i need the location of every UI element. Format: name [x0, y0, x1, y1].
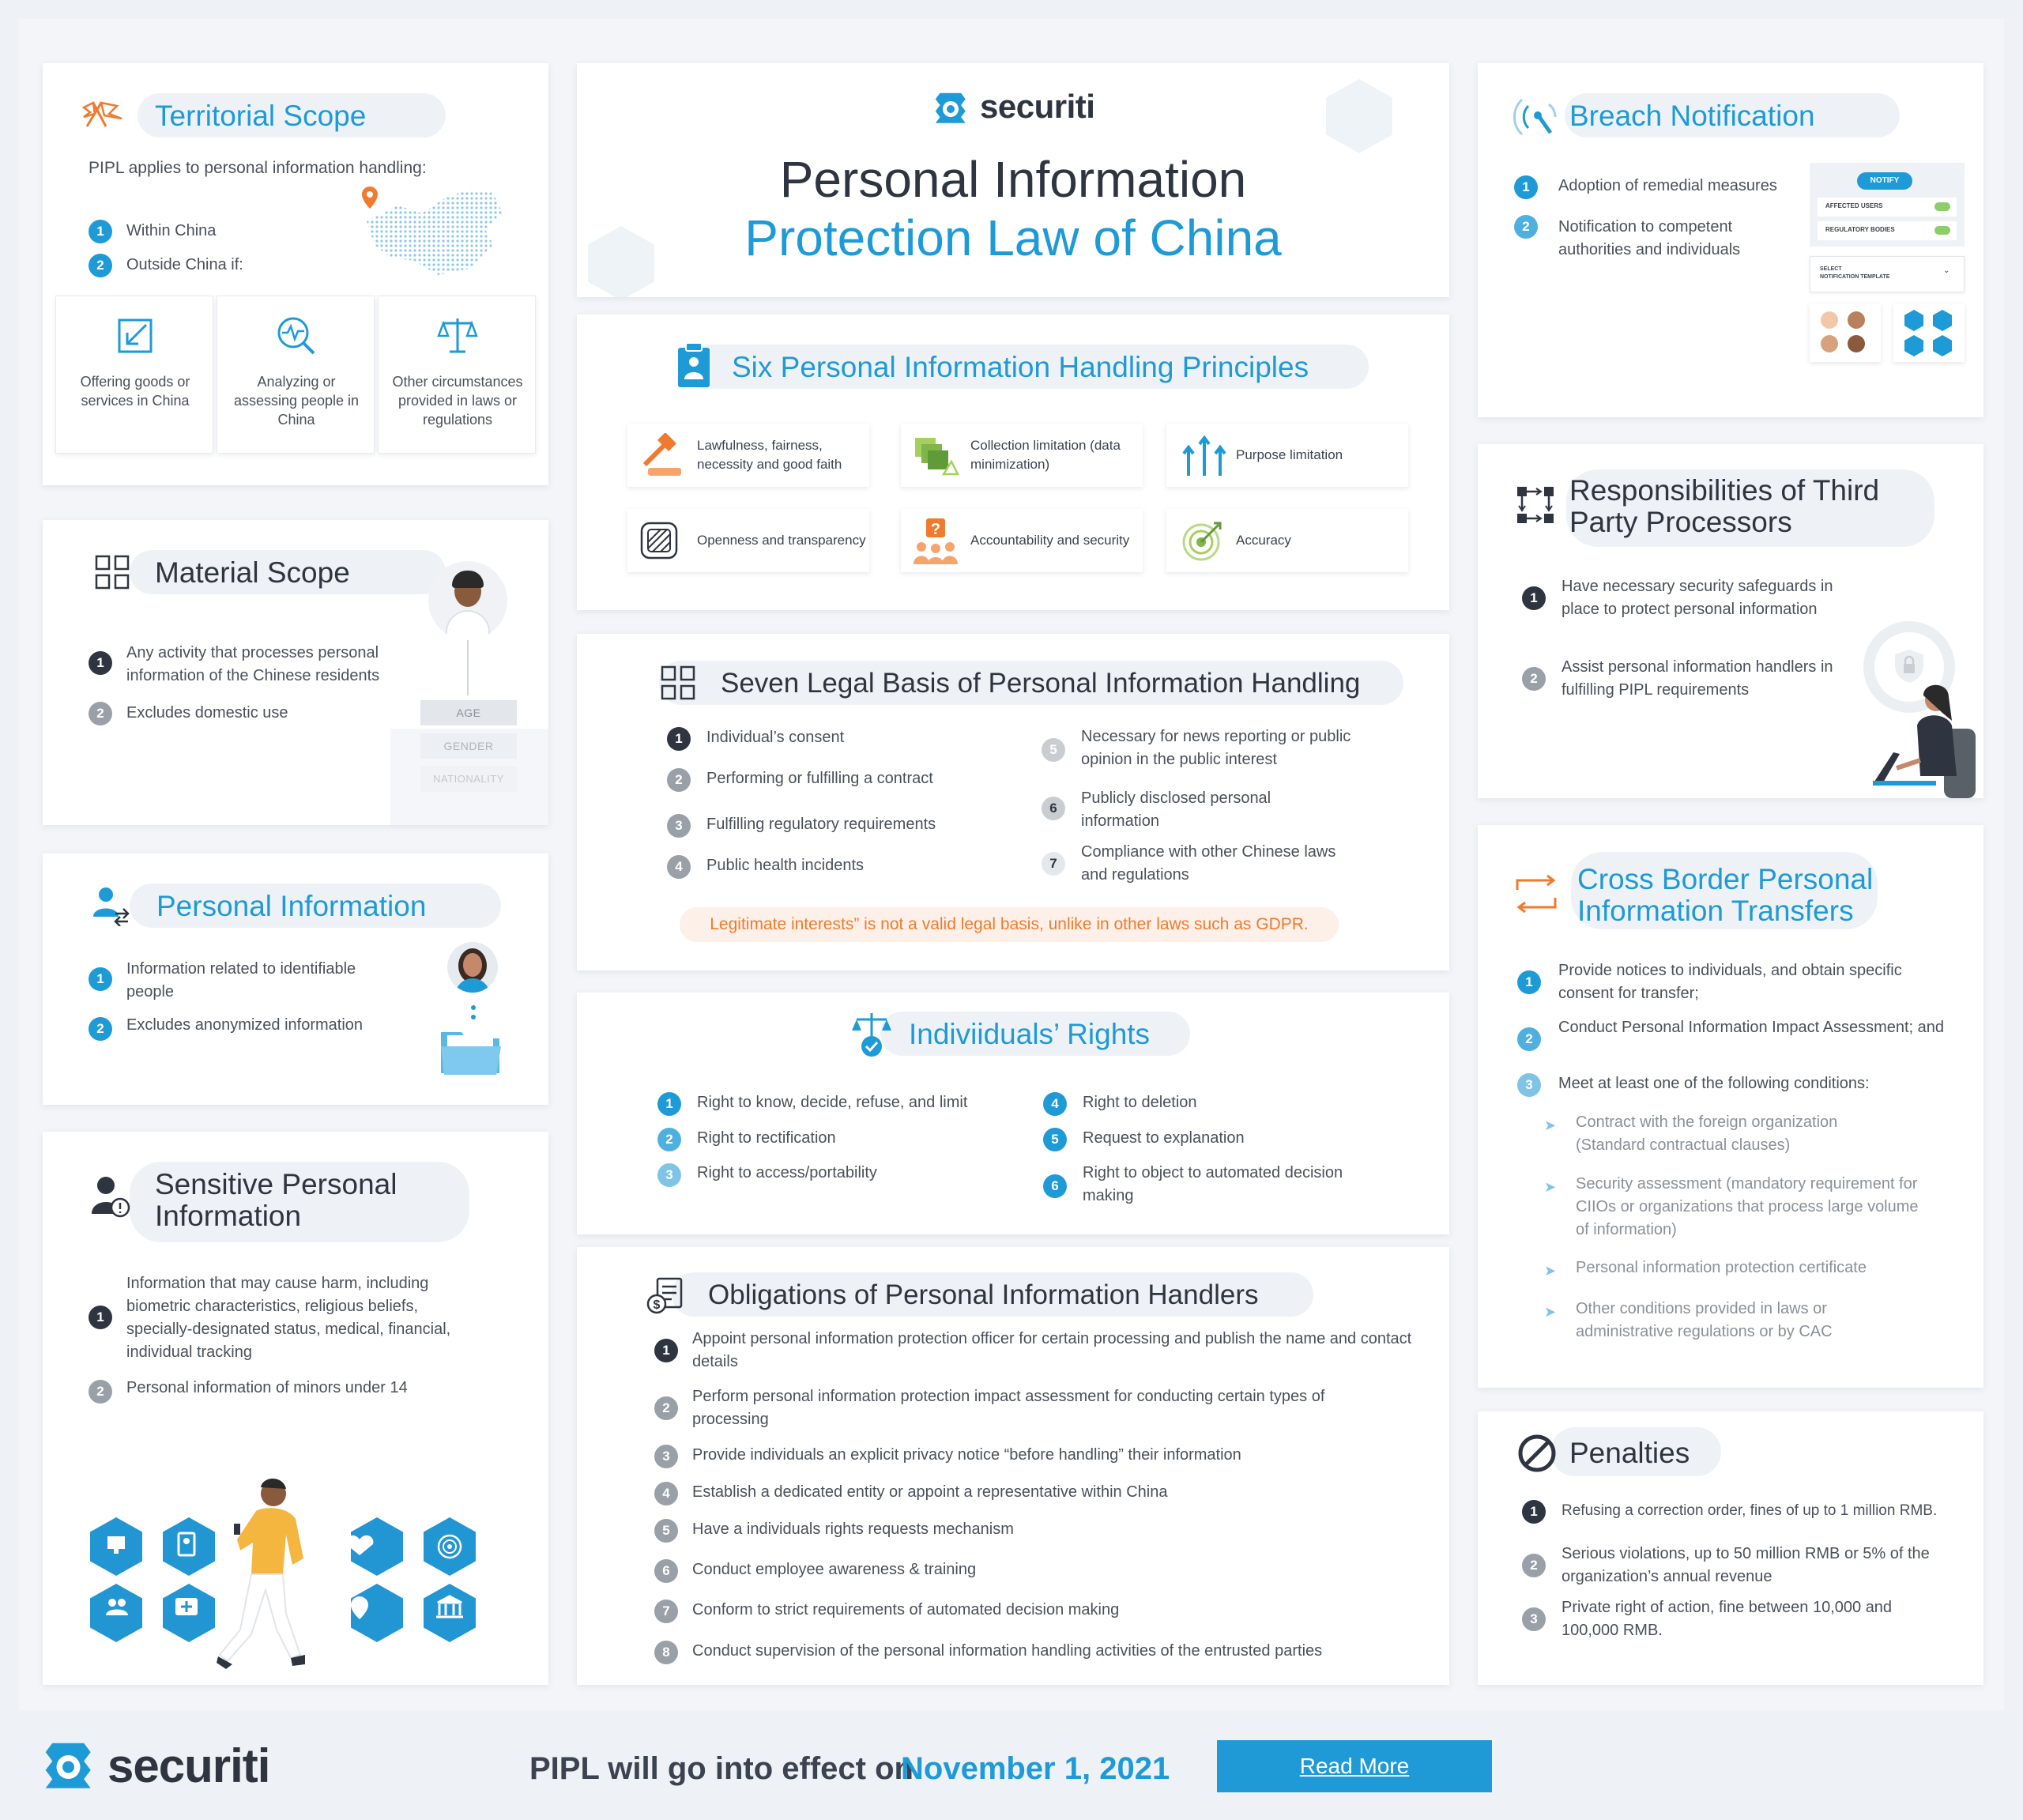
obligation-8: Conduct supervision of the personal information handling activities of the entrusted parties	[692, 1642, 1323, 1660]
legal-right-6: Publicly disclosed personal information	[1081, 789, 1271, 830]
flags-icon	[82, 98, 138, 133]
folder-icon	[439, 1026, 503, 1076]
penalty-3: Private right of action, fine between 10,000 and 100,000 RMB.	[1562, 1599, 1893, 1639]
obligation-1: Appoint personal information protection officer for certain processing and publish the name and contact details	[692, 1330, 1412, 1370]
regulator-icons-panel	[1893, 303, 1965, 362]
territorial-item-1: Within China	[126, 222, 217, 239]
chevron-right-icon: ➤	[1544, 1117, 1557, 1133]
chevron-right-icon: ➤	[1544, 1263, 1557, 1279]
territorial-box-3: Other circumstances provided in laws or regulations	[378, 296, 536, 454]
arrows-up-icon	[1182, 433, 1226, 479]
target-icon	[1181, 518, 1225, 563]
cross-condition-4: Other conditions provided in laws or administrative regulations or by CAC	[1576, 1300, 1833, 1340]
rights-left-3: Right to access/portability	[697, 1164, 877, 1181]
penalty-1: Refusing a correction order, fines of up to 1 million RMB.	[1562, 1502, 1938, 1519]
sensitive-item-2: Personal information of minors under 14	[126, 1379, 408, 1396]
prohibited-icon	[1517, 1434, 1557, 1473]
hero-card	[577, 63, 1449, 297]
territorial-box-2: Analyzing or assessing people in China	[217, 296, 375, 454]
breach-title: Breach Notification	[1569, 100, 1815, 132]
cross-item-2: Conduct Personal Information Impact Assessment; and	[1558, 1019, 1945, 1036]
principle-tile-3: Purpose limitation	[1166, 424, 1408, 487]
footer-effective-text: PIPL will go into effect on	[529, 1751, 923, 1786]
china-map-icon	[351, 182, 509, 280]
personal-information-card: Personal Information 1 Information related to identifiable people 2 Excludes anonymized information	[43, 853, 548, 1105]
cross-condition-2: Security assessment (mandatory requirement for CIIOs or organizations that process large volume of information)	[1576, 1175, 1919, 1238]
legal-left-1: Individual’s consent	[706, 729, 845, 746]
user-arrows-icon	[92, 885, 131, 926]
footer-effective-date: November 1, 2021	[901, 1751, 1170, 1786]
cross-condition-3: Personal information protection certificate	[1576, 1259, 1867, 1276]
sensitive-item-1: Information that may cause harm, including biometric characteristics, religious beliefs, specially-designated status, medical, financial, individual tracking	[126, 1275, 451, 1361]
personal-item-2: Excludes anonymized information	[126, 1016, 364, 1034]
shield-lock-icon	[1893, 648, 1925, 684]
territorial-box-1: Offering goods or services in China	[55, 296, 213, 454]
principle-tile-5: ? Accountability and security	[901, 509, 1143, 572]
cross-border-card: Cross Border Personal Information Transfers 1 Provide notices to individuals, and obtain specific consent for transfer; 2 Conduct Personal Information Impact Assessment; and 3 Meet at least one of the following conditions: ➤ Contract with the foreign organization (Standard contractual clauses) ➤ Security assessment (mandatory requirement for CIIOs or organizations that process large volume of information) ➤ Personal information protection certificate ➤ Other conditions provided in laws or administrative regulations or by CAC	[1478, 825, 1983, 1388]
woman-laptop-icon	[1841, 681, 1983, 798]
rights-card: Indiviiduals’ Rights 1 Right to know, decide, refuse, and limit 2 Right to rectification 3 Right to access/portability 4 Right to deletion 5 Request to explanation 6 Right to object to automated decision making	[577, 993, 1449, 1234]
breach-card: Breach Notification 1 Adoption of remedial measures 2 Notification to competent authorities and individuals NOTIFY AFFECTED USERS REGULATORY BODIES SELECT NOTIFICATION TEMPLATE ⌄	[1478, 63, 1983, 417]
rights-right-6: Right to object to automated decision making	[1083, 1164, 1343, 1204]
third-party-title-line1: Responsibilities of Third	[1569, 474, 1880, 507]
cross-condition-1: Contract with the foreign organization (Standard contractual clauses)	[1576, 1113, 1838, 1154]
svg-text:$: $	[653, 1298, 661, 1312]
material-title: Material Scope	[155, 556, 350, 589]
sensitive-title-line1: Sensitive Personal	[155, 1168, 397, 1200]
regulatory-toggle[interactable]	[1934, 226, 1950, 235]
hexagon-decor-icon	[1326, 79, 1392, 153]
user-alert-icon	[90, 1174, 131, 1219]
material-scope-card: Material Scope 1 Any activity that processes personal information of the Chinese residents 2 Excludes domestic use AGE GENDER NATIONALITY	[43, 520, 548, 825]
third-party-item-1: Have necessary security safeguards in place to protect personal information	[1562, 578, 1833, 618]
principle-tile-4: Openness and transparency	[627, 509, 869, 572]
svg-text:?: ?	[930, 521, 941, 538]
rights-right-4: Right to deletion	[1083, 1094, 1197, 1111]
gavel-icon	[639, 433, 686, 479]
personal-title: Personal Information	[156, 890, 427, 922]
rights-right-5: Request to explanation	[1083, 1129, 1245, 1147]
penalty-2: Serious violations, up to 50 million RMB or 5% of the organization’s annual revenue	[1562, 1545, 1930, 1585]
sensitive-information-card: Sensitive Personal Information 1 Information that may cause harm, including biometric characteristics, religious beliefs, specially-designated status, medical, financial, individual tracking 2 Personal information of minors under 14	[43, 1132, 548, 1685]
securiti-logo-icon	[41, 1739, 98, 1796]
rights-title: Indiviiduals’ Rights	[909, 1018, 1151, 1050]
principles-title: Six Personal Information Handling Principles	[732, 351, 1309, 383]
legal-title: Seven Legal Basis of Personal Information Handling	[721, 668, 1361, 699]
transfer-arrows-icon	[1514, 874, 1558, 914]
legal-note: Legitimate interests” is not a valid legal basis, unlike in other laws such as GDPR.	[710, 915, 1309, 933]
breach-item-1: Adoption of remedial measures	[1558, 177, 1777, 194]
notify-button[interactable]: NOTIFY	[1857, 172, 1912, 190]
scales-icon	[435, 314, 480, 358]
hero-title-line2: Protection Law of China	[744, 209, 1282, 266]
securiti-logo-icon	[932, 90, 970, 128]
penalties-title: Penalties	[1569, 1437, 1690, 1469]
third-party-title-line2: Party Processors	[1569, 506, 1792, 538]
legal-left-2: Performing or fulfilling a contract	[706, 770, 933, 787]
cross-title-line2: Information Transfers	[1577, 895, 1854, 927]
third-party-item-2: Assist personal information handlers in fulfilling PIPL requirements	[1562, 658, 1833, 699]
principle-tile-2: Collection limitation (data minimization)	[901, 424, 1143, 487]
obligation-6: Conduct employee awareness & training	[692, 1561, 977, 1578]
cross-item-1: Provide notices to individuals, and obtain specific consent for transfer;	[1558, 962, 1902, 1002]
legal-basis-card: Seven Legal Basis of Personal Information Handling 1 Individual’s consent 2 Performing or fulfilling a contract 3 Fulfilling regulatory requirements 4 Public health incidents 5 Necessary for news reporting or public opinion in the public interest 6 Publicly disclosed personal information 7 Compliance with other Chinese laws and regulations Legitimate interests” is not a valid legal basis, unlike in other laws such as GDPR.	[577, 634, 1449, 970]
material-item-1: Any activity that processes personal information of the Chinese residents	[126, 644, 380, 684]
person-avatar	[428, 561, 507, 640]
signal-broken-icon	[1513, 93, 1563, 141]
walking-person-icon	[217, 1471, 335, 1677]
obligation-4: Establish a dedicated entity or appoint a representative within China	[692, 1483, 1168, 1501]
cross-title-line1: Cross Border Personal	[1577, 863, 1874, 895]
legal-left-4: Public health incidents	[706, 857, 865, 874]
brand-name: securiti	[980, 88, 1095, 125]
material-item-2: Excludes domestic use	[126, 704, 288, 722]
footer-brand-name: securiti	[107, 1739, 270, 1792]
penalties-card: Penalties 1 Refusing a correction order, fines of up to 1 million RMB. 2 Serious violations, up to 50 million RMB or 5% of the organization’s annual revenue 3 Private right of action, fine between 10,000 and 100,000 RMB.	[1478, 1411, 1983, 1685]
tag-gender: GENDER	[420, 733, 517, 759]
team-question-icon	[912, 517, 959, 566]
rights-left-2: Right to rectification	[697, 1129, 836, 1147]
obligation-2: Perform personal information protection impact assessment for conducting certain types of processing	[692, 1388, 1325, 1428]
users-avatars-panel	[1810, 303, 1881, 362]
documents-dollar-icon	[646, 1276, 686, 1315]
read-more-button[interactable]: Read More	[1217, 1740, 1492, 1792]
chevron-down-icon: ⌄	[1943, 266, 1950, 275]
principle-tile-1: Lawfulness, fairness, necessity and good faith	[627, 424, 869, 487]
chevron-right-icon: ➤	[1544, 1179, 1557, 1195]
notify-panel: NOTIFY AFFECTED USERS REGULATORY BODIES	[1810, 163, 1965, 247]
network-nodes-icon	[1516, 485, 1555, 525]
territorial-item-2: Outside China if:	[126, 256, 243, 273]
obligations-card: $ Obligations of Personal Information Handlers 1 Appoint personal information protection officer for certain processing and publish the name and contact details 2 Perform personal information protection impact assessment for conducting certain types of processing 3 Provide individuals an explicit privacy notice “before handling” their information 4 Establish a dedicated entity or appoint a representative within China 5 Have a individuals rights requests mechanism 6 Conduct employee awareness & training 7 Conform to strict requirements of automated decision making 8 Conduct supervision of the personal information handling activities of the entrusted parties	[577, 1247, 1449, 1685]
grid-blocks-icon	[95, 555, 130, 590]
personal-item-1: Information related to identifiable people	[126, 960, 356, 1000]
territorial-scope-card: Territorial Scope PIPL applies to personal information handling: 1 Within China 2 Outside China if: Offering goods or services in China Analyzing or assessing people in China Other circumstances provided in laws or regulations	[43, 63, 548, 485]
magnifier-pulse-icon	[274, 314, 318, 358]
hero-title-line1: Personal Information	[779, 151, 1247, 208]
grid-blocks-icon	[661, 665, 695, 700]
clipboard-icon	[675, 341, 713, 389]
principle-tile-6: Accuracy	[1166, 509, 1408, 572]
third-party-card: Responsibilities of Third Party Processors 1 Have necessary security safeguards in place to protect personal information 2 Assist personal information handlers in fulfilling PIPL requirements	[1478, 444, 1983, 798]
woman-avatar	[447, 942, 498, 993]
territorial-intro: PIPL applies to personal information handling:	[89, 159, 427, 177]
chevron-right-icon: ➤	[1544, 1304, 1557, 1320]
arrow-box-icon	[115, 315, 156, 356]
legal-left-3: Fulfilling regulatory requirements	[706, 816, 936, 833]
cross-item-3: Meet at least one of the following conditions:	[1558, 1075, 1870, 1092]
template-select[interactable]: SELECT NOTIFICATION TEMPLATE ⌄	[1810, 256, 1965, 292]
scales-check-icon	[850, 1010, 893, 1059]
obligation-3: Provide individuals an explicit privacy notice “before handling” their information	[692, 1446, 1241, 1464]
sensitive-title-line2: Information	[155, 1200, 302, 1232]
principles-card	[577, 315, 1449, 610]
legal-right-7: Compliance with other Chinese laws and regulations	[1081, 843, 1336, 884]
layers-icon	[912, 435, 959, 477]
affected-toggle[interactable]	[1934, 202, 1950, 211]
tag-age: AGE	[420, 700, 517, 725]
legal-right-5: Necessary for news reporting or public opinion in the public interest	[1081, 728, 1351, 768]
obligations-title: Obligations of Personal Information Handlers	[708, 1279, 1259, 1310]
breach-item-2: Notification to competent authorities and individuals	[1558, 218, 1741, 258]
tag-nationality: NATIONALITY	[420, 767, 517, 792]
obligation-7: Conform to strict requirements of automated decision making	[692, 1601, 1120, 1618]
rights-left-1: Right to know, decide, refuse, and limit	[697, 1094, 968, 1111]
obligation-5: Have a individuals rights requests mechanism	[692, 1520, 1014, 1538]
hatched-box-icon	[639, 520, 680, 561]
territorial-title: Territorial Scope	[155, 100, 367, 132]
